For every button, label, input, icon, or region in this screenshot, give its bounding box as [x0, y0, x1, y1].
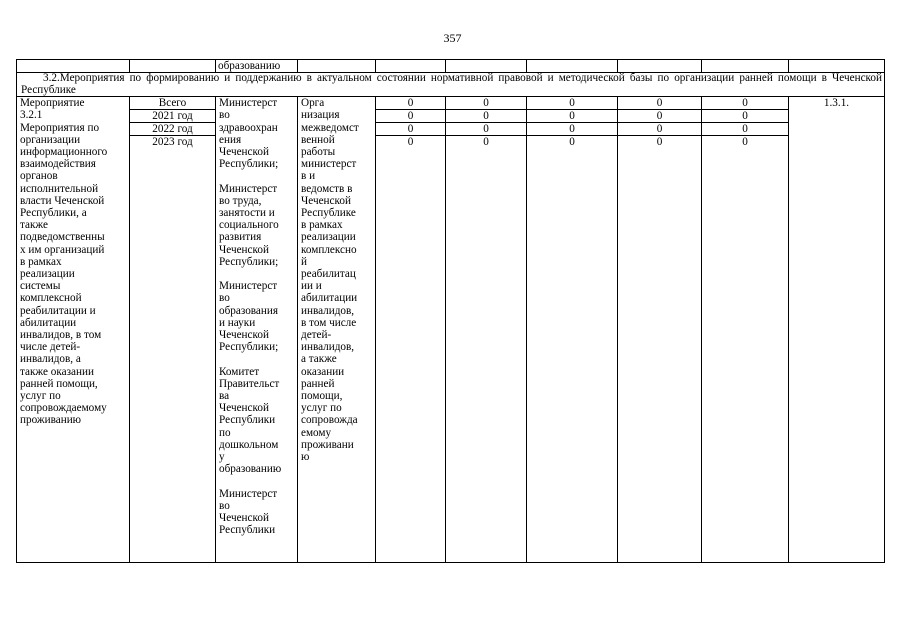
year-2021: 2021 год — [130, 109, 215, 122]
cell-empty — [17, 60, 130, 73]
value-cell: 0 — [527, 109, 617, 122]
value-cell: 0 — [527, 122, 617, 135]
indicator-cell: 1.3.1. — [789, 97, 885, 563]
section-title: 3.2.Мероприятия по формированию и поддержанию в актуальном состоянии нормативной правовой и методической базы по организации ранней помощи в Чеченской Республике — [17, 73, 885, 97]
value-cell: 0 — [702, 109, 788, 122]
cell-empty — [618, 60, 702, 73]
result-cell: Орга низация межведомст венной работы министерст в и ведомств в Чеченской Республике в рамках реализации комплексно й реабилитац ии и абилитации инвалидов, в том числе детей- инвалидов, а также оказании ранней помощи, услуг по сопровожда емому проживани ю — [298, 97, 376, 563]
value-column-5 — [702, 97, 789, 563]
executors-cell: Министерст во здравоохран ения Чеченской Республики; Министерст во труда, занятости и социального развития Чеченской Республики; Министерст во образования и науки Чеченской Республики; Комитет Правительст ва Чеченской Республики по дошкольном у образованию Министерст во Чеченской Республики — [216, 97, 298, 563]
section-row — [17, 73, 885, 97]
value-column-2 — [446, 97, 527, 563]
cell-empty — [298, 60, 376, 73]
value-cell: 0 — [376, 109, 445, 122]
years-cell — [130, 97, 216, 563]
executor-continuation: образованию — [216, 60, 298, 73]
value-cell: 0 — [446, 135, 526, 148]
value-cell: 0 — [569, 97, 575, 110]
value-column-1 — [376, 97, 446, 563]
value-cell: 0 — [376, 122, 445, 135]
value-cell: 0 — [376, 135, 445, 148]
value-cell: 0 — [702, 135, 788, 148]
cell-empty — [130, 60, 216, 73]
value-cell: 0 — [407, 97, 414, 110]
value-cell: 0 — [446, 109, 526, 122]
value-cell: 0 — [527, 135, 617, 148]
value-cell: 0 — [483, 97, 489, 110]
cell-empty — [376, 60, 446, 73]
value-column-4 — [618, 97, 702, 563]
total-label: Всего — [158, 97, 187, 110]
value-cell: 0 — [618, 122, 701, 135]
activity-name: Мероприятие 3.2.1 Мероприятия по организации информационного взаимодействия органов исполнительной власти Чеченской Республики, а также подведомственны х им организаций в рамках реализации системы комплексной реабилитации и абилитации инвалидов, в том числе детей- инвалидов, а также оказании ранней помощи, услуг по сопровождаемому проживанию — [17, 97, 130, 563]
program-table — [16, 59, 885, 563]
year-2023: 2023 год — [130, 135, 215, 148]
cell-empty — [446, 60, 527, 73]
value-cell: 0 — [742, 97, 748, 110]
value-column-3 — [527, 97, 618, 563]
cell-empty — [702, 60, 789, 73]
page-number: 357 — [443, 31, 462, 45]
cell-empty — [789, 60, 885, 73]
cell-empty — [527, 60, 618, 73]
value-cell: 0 — [618, 135, 701, 148]
year-2022: 2022 год — [130, 122, 215, 135]
value-cell: 0 — [702, 122, 788, 135]
activity-row — [17, 97, 885, 563]
value-cell: 0 — [656, 97, 663, 110]
value-cell: 0 — [618, 109, 701, 122]
value-cell: 0 — [446, 122, 526, 135]
top-continuation-row — [17, 60, 885, 73]
